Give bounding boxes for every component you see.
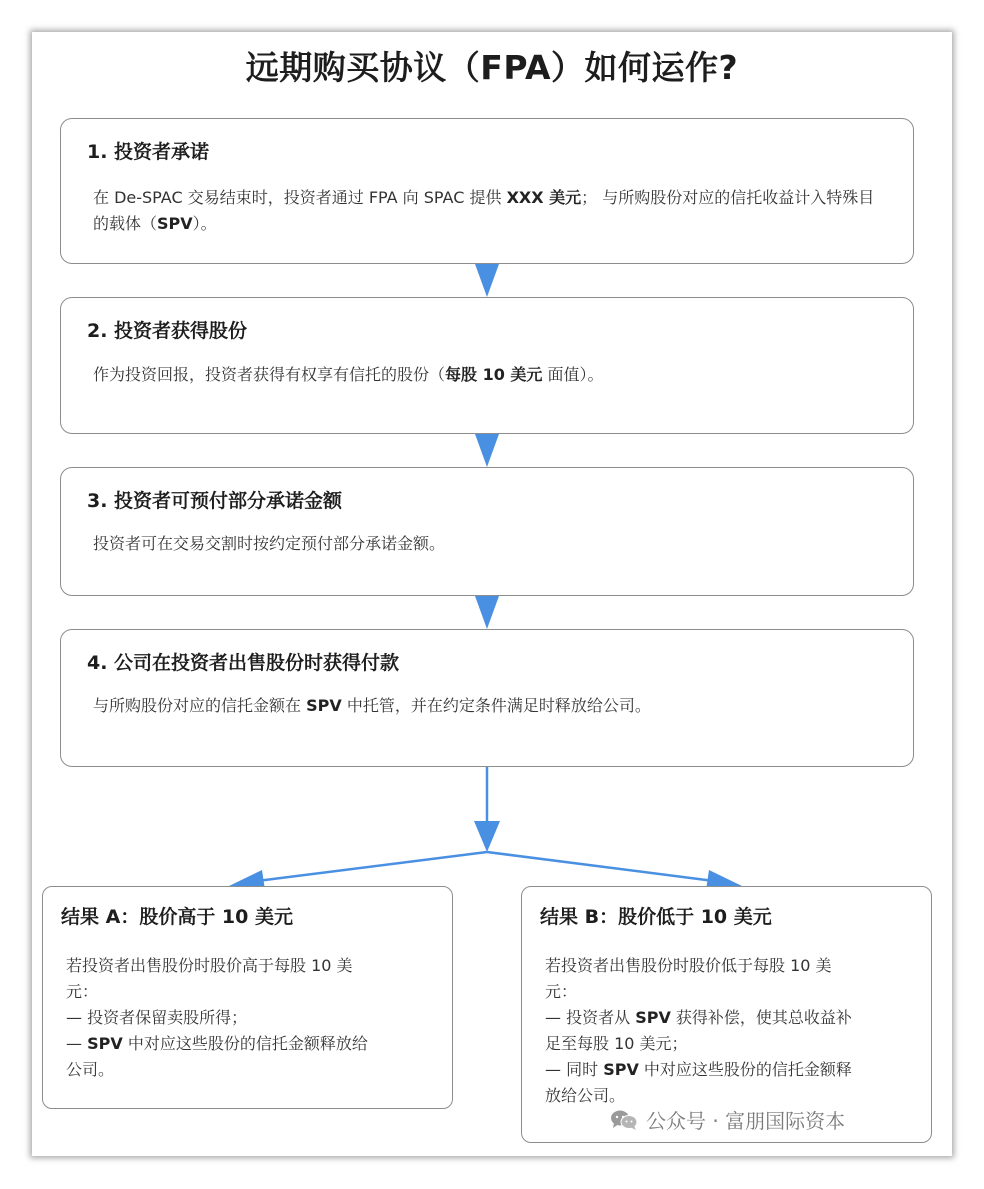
text-run: 面值）。	[542, 365, 604, 384]
wechat-icon	[610, 1109, 638, 1131]
outcome-line	[66, 953, 426, 979]
text-run: 作为投资回报，投资者获得有权享有信托的股份（	[93, 365, 446, 384]
outcome-a-box	[42, 886, 453, 1109]
step-1-box	[60, 118, 914, 264]
step-4-body	[93, 693, 887, 719]
outcome-a-title: 结果 A：股价高于 10 美元	[61, 906, 293, 928]
text-run: 若投资者出售股份时股价低于每股 10 美	[545, 956, 832, 975]
step-3-box	[60, 467, 914, 596]
arrow-step3-to-step4	[475, 596, 499, 629]
text-run: 中托管，并在约定条件满足时释放给公司。	[341, 696, 651, 715]
outcome-line	[66, 1005, 426, 1031]
outcome-line	[545, 953, 905, 979]
step-2-box	[60, 297, 914, 434]
text-run: 足至每股 10 美元；	[545, 1034, 688, 1053]
text-run: 放给公司。	[545, 1086, 626, 1105]
text-run: — 投资者从	[545, 1008, 636, 1027]
text-run: ）。	[192, 214, 217, 233]
text-run: SPV	[87, 1034, 123, 1053]
outcome-line	[545, 1031, 905, 1057]
text-run: SPV	[157, 214, 193, 233]
step-3-body	[93, 531, 887, 557]
connector-line-to-outcome-a	[257, 852, 487, 881]
text-run: —	[66, 1034, 88, 1053]
text-run: SPV	[306, 696, 342, 715]
step-4-title: 4. 公司在投资者出售股份时获得付款	[87, 652, 400, 674]
outcome-a-body	[66, 953, 426, 1083]
text-run: 元：	[545, 982, 578, 1001]
outcome-b-title: 结果 B：股价低于 10 美元	[540, 906, 772, 928]
diagram-title: 远期购买协议（FPA）如何运作?	[245, 48, 739, 87]
text-run: — 同时	[545, 1060, 604, 1079]
text-run: 获得补偿，使其总收益补	[670, 1008, 852, 1027]
text-run: 中对应这些股份的信托金额释放给	[122, 1034, 368, 1053]
text-run: 与所购股份对应的信托金额在	[93, 696, 307, 715]
arrow-step2-to-step3	[475, 434, 499, 467]
text-run: XXX 美元	[506, 188, 582, 207]
outcome-line	[545, 979, 905, 1005]
text-run: 公司。	[66, 1060, 115, 1079]
outcome-line	[66, 1031, 426, 1057]
step-1-title: 1. 投资者承诺	[87, 141, 210, 163]
step-1-body	[93, 185, 887, 237]
text-run: SPV	[603, 1060, 639, 1079]
text-run: ； 与所购股份对应的信托收益计入特殊目的载体（	[93, 188, 875, 233]
watermark-text: 公众号 · 富朋国际资本	[646, 1109, 846, 1133]
text-run: 元：	[66, 982, 99, 1001]
text-run: 每股 10 美元	[445, 365, 543, 384]
outcome-line	[545, 1057, 905, 1083]
text-run: 投资者可在交易交割时按约定预付部分承诺金额。	[93, 534, 446, 553]
text-run: 中对应这些股份的信托金额释	[638, 1060, 852, 1079]
outcome-line	[66, 1057, 426, 1083]
step-2-title: 2. 投资者获得股份	[87, 320, 248, 342]
outcome-b-body	[545, 953, 905, 1109]
text-run: 若投资者出售股份时股价高于每股 10 美	[66, 956, 353, 975]
step-2-body	[93, 362, 887, 388]
step-3-title: 3. 投资者可预付部分承诺金额	[87, 490, 343, 512]
outcome-line	[545, 1005, 905, 1031]
diagram-frame	[32, 32, 952, 1156]
connector-line-to-outcome-b	[487, 852, 714, 881]
arrow-step1-to-step2	[475, 264, 499, 297]
arrow-step4-down	[474, 821, 500, 852]
text-run: — 投资者保留卖股所得；	[66, 1008, 248, 1027]
watermark	[610, 1105, 845, 1134]
step-4-box	[60, 629, 914, 767]
text-run: 在 De-SPAC 交易结束时，投资者通过 FPA 向 SPAC 提供	[93, 188, 507, 207]
outcome-line	[66, 979, 426, 1005]
text-run: SPV	[635, 1008, 671, 1027]
